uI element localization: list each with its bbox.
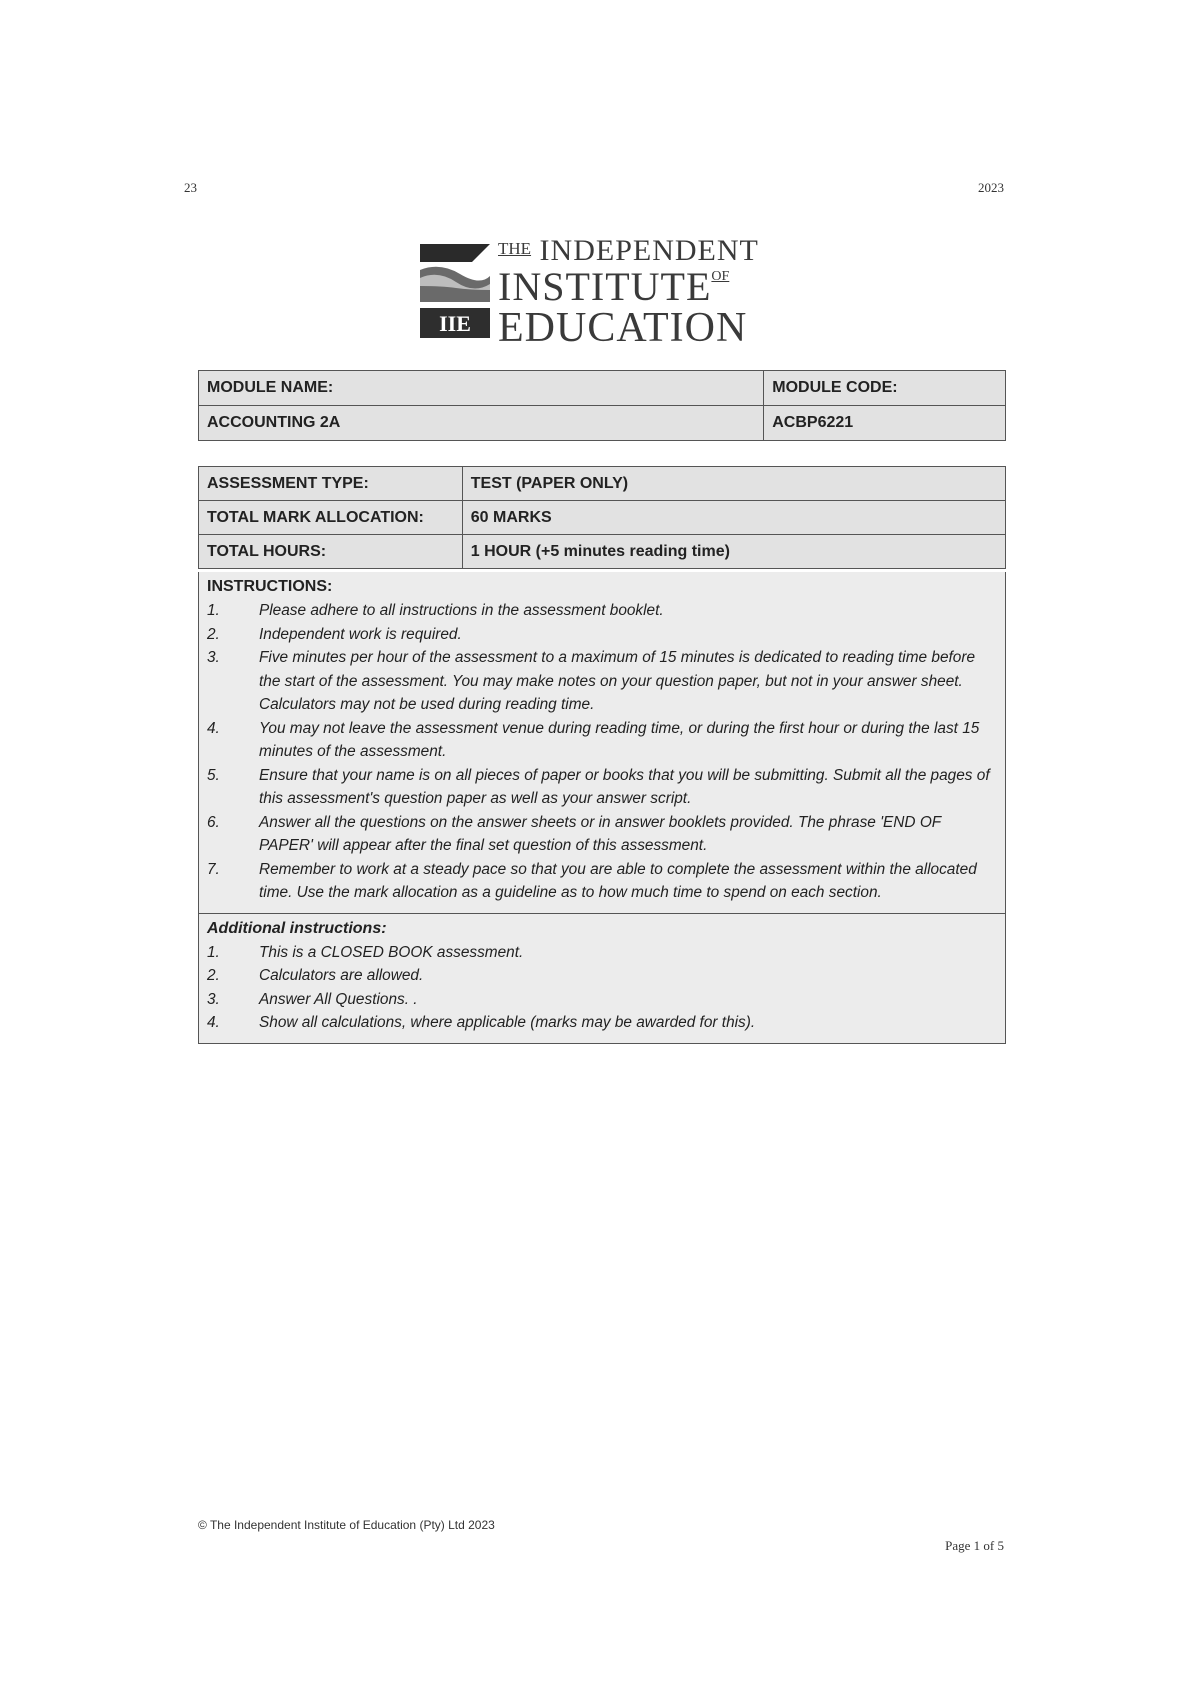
instruction-number: 7. (207, 860, 220, 878)
module-name-value: ACCOUNTING 2A (199, 406, 764, 441)
instruction-text: Independent work is required. (259, 625, 462, 643)
footer-page-number: Page 1 of 5 (945, 1538, 1004, 1553)
module-code-label: MODULE CODE: (764, 371, 1006, 406)
instruction-item (207, 623, 997, 647)
logo-institute: INSTITUTE (498, 264, 712, 309)
instruction-item (207, 717, 997, 764)
instruction-text: Please adhere to all instructions in the assessment booklet. (259, 602, 664, 619)
logo-the: THE (498, 239, 532, 258)
footer-copyright: © The Independent Institute of Education (Pty) Ltd 2023 (198, 1518, 495, 1532)
instruction-number: 1. (207, 602, 220, 619)
additional-item (207, 964, 997, 988)
instruction-number: 6. (207, 813, 220, 831)
instruction-text: Answer all the questions on the answer sheets or in answer booklets provided. The phrase 'END OF PAPER' will appear after the final set question of this assessment. (259, 813, 941, 854)
instruction-number: 3. (207, 649, 220, 666)
header-year: 2023 (978, 180, 1004, 195)
additional-instructions-title: Additional instructions: (207, 919, 387, 937)
assessment-type-value: TEST (PAPER ONLY) (462, 467, 1005, 501)
instruction-text: Remember to work at a steady pace so that you are able to complete the assessment within the allocated time. Use the mark allocation as a guideline as to how much time to spend on each section. (259, 860, 977, 901)
additional-item (207, 1011, 997, 1035)
instruction-number: 2. (207, 625, 220, 643)
logo-independent: INDEPENDENT (539, 234, 759, 267)
module-name-label: MODULE NAME: (199, 371, 764, 406)
header-left-number: 23 (184, 180, 197, 195)
assessment-table (198, 466, 1006, 569)
logo-education: EDUCATION (498, 305, 748, 351)
total-mark-value: 60 MARKS (462, 501, 1005, 535)
instruction-text: You may not leave the assessment venue during reading time, or during the first hour or during the last 15 minutes of the assessment. (259, 719, 980, 760)
module-code-value: ACBP6221 (764, 406, 1006, 441)
total-mark-label: TOTAL MARK ALLOCATION: (199, 501, 463, 535)
logo-of: OF (711, 269, 730, 284)
additional-text: Show all calculations, where applicable (marks may be awarded for this). (259, 1014, 756, 1031)
instruction-item (207, 811, 997, 858)
iie-logo (420, 234, 800, 351)
total-hours-value: 1 HOUR (+5 minutes reading time) (462, 535, 1005, 569)
instruction-item (207, 764, 997, 811)
assessment-type-label: ASSESSMENT TYPE: (199, 467, 463, 501)
iie-logo-mark-icon (420, 240, 490, 340)
instructions-section (199, 572, 1005, 913)
additional-text: Answer All Questions. . (259, 990, 418, 1008)
logo-wordmark (498, 236, 759, 349)
instructions-title: INSTRUCTIONS: (207, 578, 333, 595)
additional-item (207, 988, 997, 1012)
additional-number: 1. (207, 943, 220, 961)
additional-text: This is a CLOSED BOOK assessment. (259, 943, 524, 961)
additional-text: Calculators are allowed. (259, 967, 424, 984)
instruction-number: 5. (207, 766, 220, 784)
instruction-item (207, 646, 997, 717)
instruction-number: 4. (207, 719, 220, 737)
instructions-box (198, 572, 1006, 1044)
additional-number: 2. (207, 967, 220, 984)
additional-item (207, 941, 997, 965)
instruction-text: Five minutes per hour of the assessment to a maximum of 15 minutes is dedicated to reading time before the start of the assessment. You may make notes on your question paper, but not in your answer sheet. Calculators may not be used during reading time. (259, 649, 976, 713)
additional-instructions-section (199, 913, 1005, 1043)
additional-number: 3. (207, 990, 220, 1008)
instruction-item (207, 599, 997, 623)
additional-number: 4. (207, 1014, 220, 1031)
total-hours-label: TOTAL HOURS: (199, 535, 463, 569)
instruction-text: Ensure that your name is on all pieces of paper or books that you will be submitting. Submit all the pages of this assessment's question paper as well as your answer script. (259, 766, 990, 807)
logo-mark-text: IIE (439, 311, 471, 336)
module-table (198, 370, 1006, 441)
instruction-item (207, 858, 997, 905)
